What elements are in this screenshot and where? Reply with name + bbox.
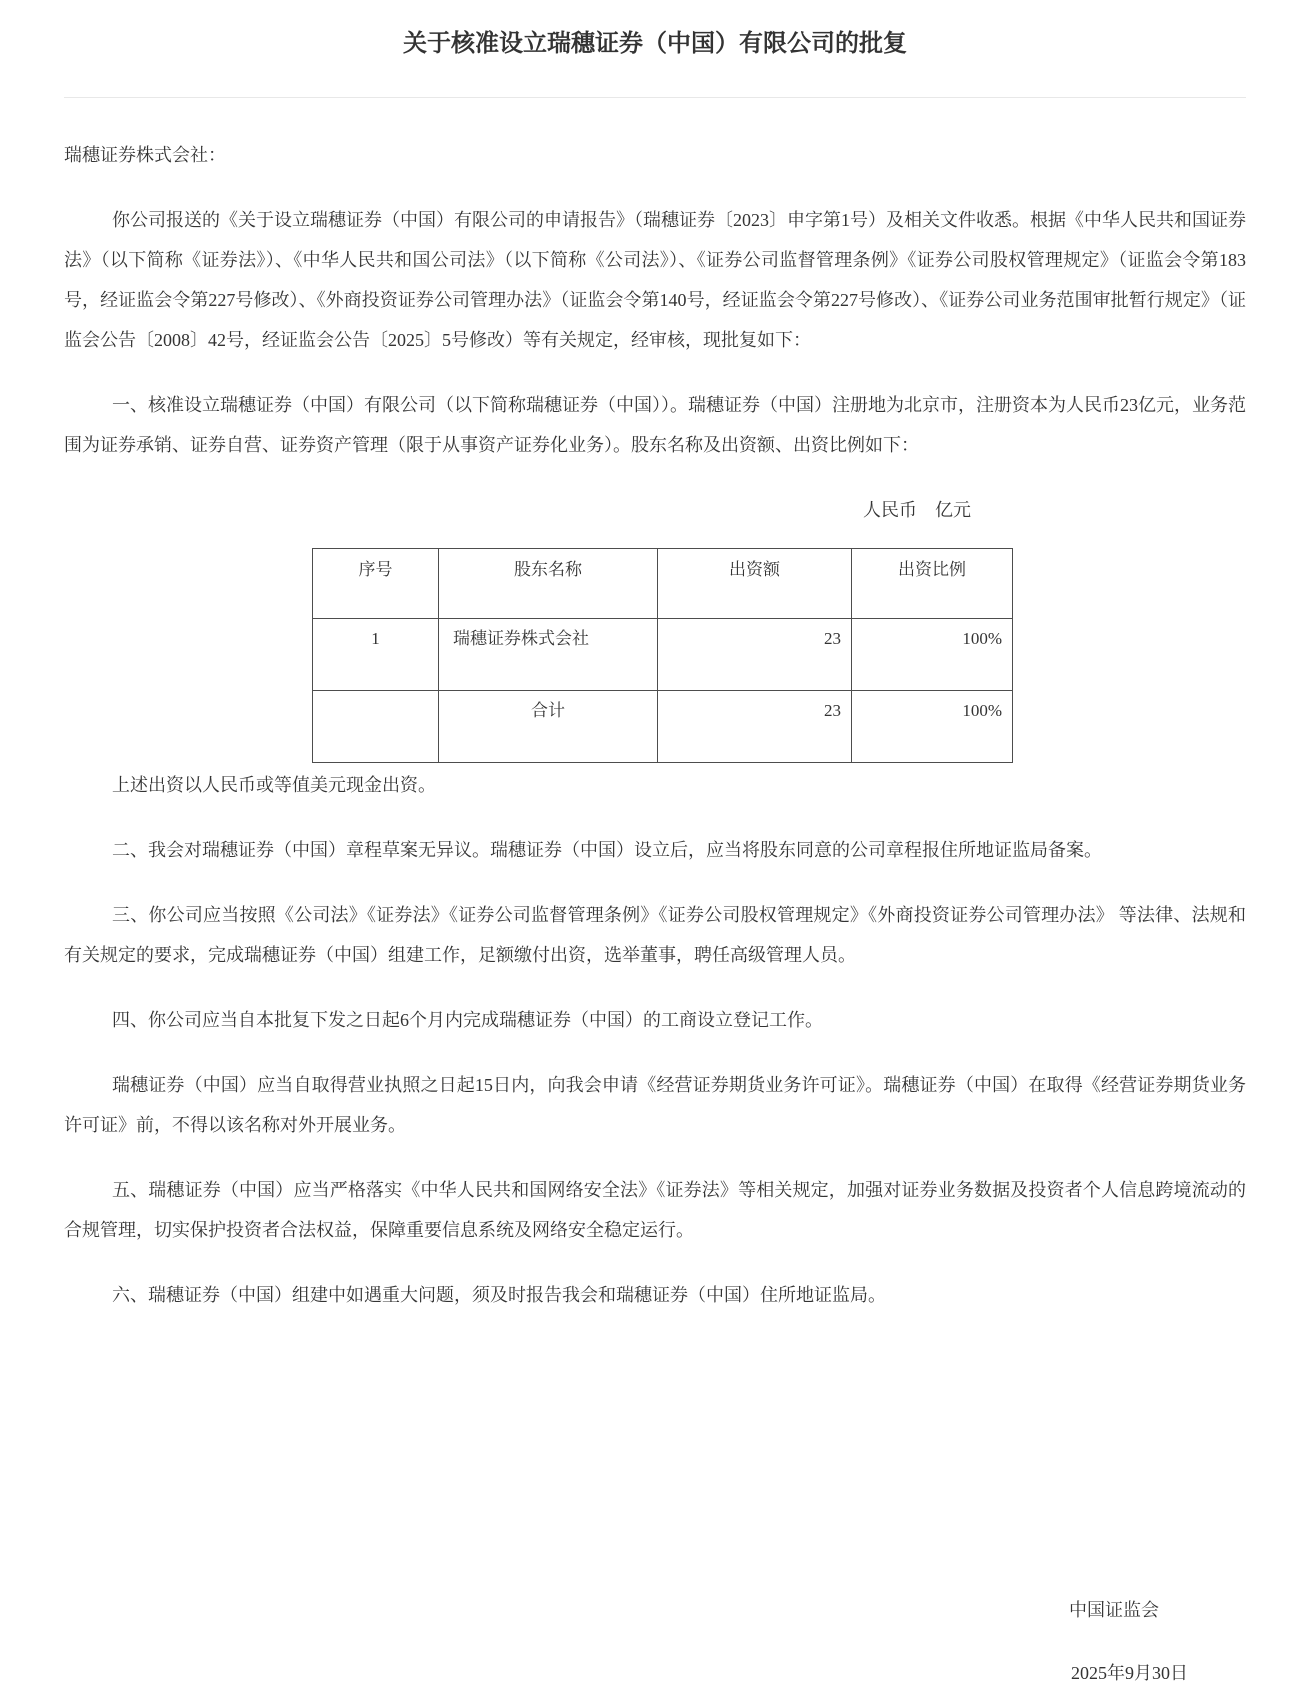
table-header-row [313,549,1013,619]
paragraph-item-1: 一、核准设立瑞穗证券（中国）有限公司（以下简称瑞穗证券（中国））。瑞穗证券（中国）注册地为北京市，注册资本为人民币23亿元，业务范围为证券承销、证券自营、证券资产管理（限于从事资产证券化业务）。股东名称及出资额、出资比例如下： [64,395,1246,455]
header-ratio: 出资比例 [852,549,1013,619]
cell-amount: 23 [658,619,852,691]
paragraph-item-5: 五、瑞穗证券（中国）应当严格落实《中华人民共和国网络安全法》《证券法》等相关规定，加强对证券业务数据及投资者个人信息跨境流动的合规管理，切实保护投资者合法权益，保障重要信息系统及网络安全稳定运行。 [64,1180,1246,1240]
cell-index: 1 [313,619,439,691]
header-index: 序号 [313,549,439,619]
cell-index [313,691,439,763]
paragraph-item-2: 二、我会对瑞穗证券（中国）章程草案无异议。瑞穗证券（中国）设立后，应当将股东同意的公司章程报住所地证监局备案。 [112,840,1102,860]
paragraph-after-table: 上述出资以人民币或等值美元现金出资。 [112,775,436,795]
table-total-row [313,691,1013,763]
header-shareholder-name: 股东名称 [439,549,658,619]
table-row [313,619,1013,691]
cell-total-label: 合计 [439,691,658,763]
cell-ratio: 100% [852,691,1013,763]
issuer-signature: 中国证监会 [1069,1600,1159,1620]
salutation: 瑞穗证券株式会社： [64,145,226,165]
table-unit-label: 人民币 亿元 [863,500,971,520]
paragraph-item-3: 三、你公司应当按照《公司法》《证券法》《证券公司监督管理条例》《证券公司股权管理规定》《外商投资证券公司管理办法》 等法律、法规和有关规定的要求，完成瑞穗证券（中国）组建工作，足额缴付出资，选举董事，聘任高级管理人员。 [64,905,1246,965]
paragraph-item-6: 六、瑞穗证券（中国）组建中如遇重大问题，须及时报告我会和瑞穗证券（中国）住所地证监局。 [112,1285,886,1305]
cell-ratio: 100% [852,619,1013,691]
paragraph-intro: 你公司报送的《关于设立瑞穗证券（中国）有限公司的申请报告》（瑞穗证券〔2023〕申字第1号）及相关文件收悉。根据《中华人民共和国证券法》（以下简称《证券法》）、《中华人民共和国公司法》（以下简称《公司法》）、《证券公司监督管理条例》《证券公司股权管理规定》（证监会令第183号，经证监会令第227号修改）、《外商投资证券公司管理办法》（证监会令第140号，经证监会令第227号修改）、《证券公司业务范围审批暂行规定》（证监会公告〔2008〕42号，经证监会公告〔2025〕5号修改）等有关规定，经审核，现批复如下： [64,210,1246,350]
document-body [64,135,1246,1693]
issue-date: 2025年9月30日 [1071,1663,1188,1683]
document-title: 关于核准设立瑞穗证券（中国）有限公司的批复 [403,30,907,57]
shareholder-table [312,548,1013,763]
title-divider [64,97,1246,98]
cell-shareholder-name: 瑞穗证券株式会社 [439,619,658,691]
paragraph-license: 瑞穗证券（中国）应当自取得营业执照之日起15日内，向我会申请《经营证券期货业务许可证》。瑞穗证券（中国）在取得《经营证券期货业务许可证》前，不得以该名称对外开展业务。 [64,1075,1246,1135]
cell-amount: 23 [658,691,852,763]
header-amount: 出资额 [658,549,852,619]
paragraph-item-4: 四、你公司应当自本批复下发之日起6个月内完成瑞穗证券（中国）的工商设立登记工作。 [112,1010,823,1030]
